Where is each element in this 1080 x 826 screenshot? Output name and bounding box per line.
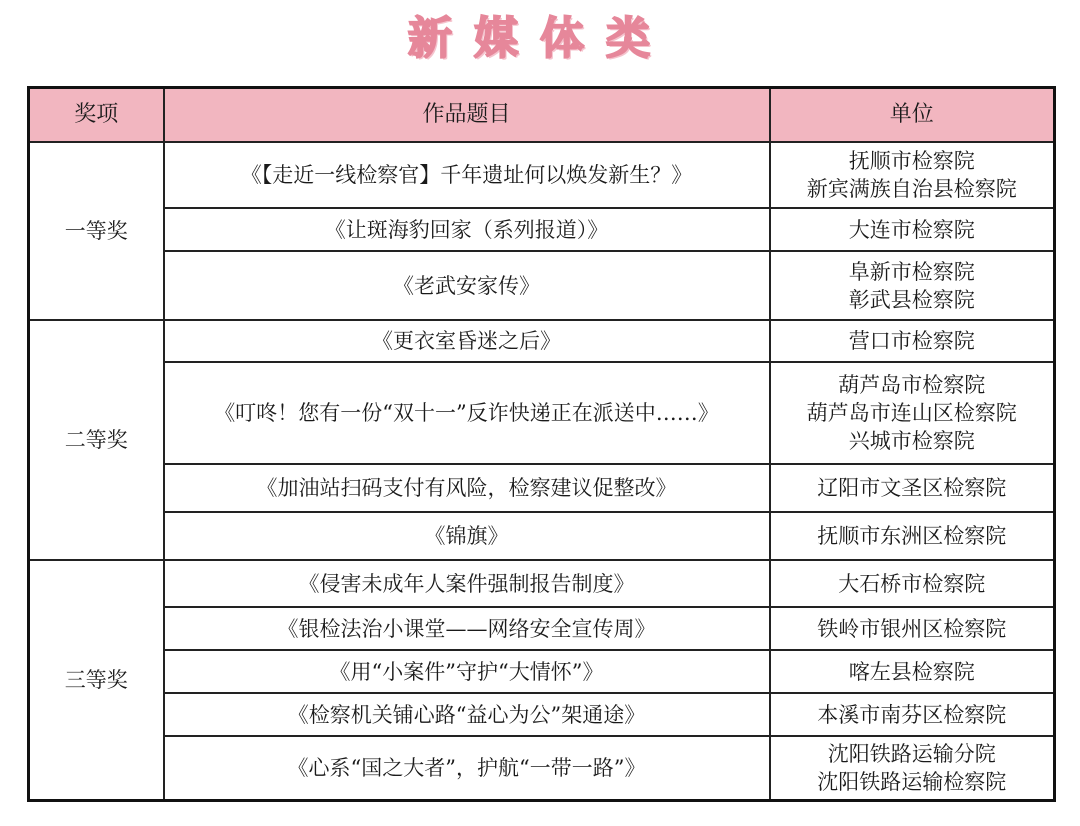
table-row: [29, 362, 1055, 464]
unit-name: 大连市检察院: [848, 217, 975, 242]
table-row: [29, 560, 1055, 607]
header-work: 作品题目: [164, 88, 770, 143]
work-title-cell: 《老武安家传》: [164, 251, 770, 320]
table-row: [29, 251, 1055, 320]
table-row: [29, 142, 1055, 208]
unit-name: 兴城市检察院: [848, 429, 975, 453]
work-title-cell: 《更衣室昏迷之后》: [164, 320, 770, 362]
unit-cell: [770, 251, 1055, 320]
unit-cell: [770, 736, 1055, 800]
table-row: [29, 693, 1055, 736]
work-title-cell: 《心系“国之大者”，护航“一带一路”》: [164, 736, 770, 800]
award-level-cell: 一等奖: [29, 142, 164, 320]
unit-name: 大石桥市检察院: [838, 571, 986, 596]
table-row: [29, 650, 1055, 693]
unit-cell: [770, 607, 1055, 650]
work-title-cell: 《银检法治小课堂——网络安全宣传周》: [164, 607, 770, 650]
unit-name: 喀左县检察院: [848, 659, 975, 684]
work-title-cell: 《让斑海豹回家（系列报道）》: [164, 208, 770, 251]
work-title-cell: 《锦旗》: [164, 512, 770, 560]
unit-name: 本溪市南芬区检察院: [817, 702, 1007, 727]
unit-name: 新宾满族自治县检察院: [806, 177, 1017, 201]
work-title-cell: 《加油站扫码支付有风险，检察建议促整改》: [164, 464, 770, 512]
award-level-cell: 二等奖: [29, 320, 164, 560]
unit-name: 沈阳铁路运输检察院: [817, 769, 1007, 794]
unit-cell: [770, 512, 1055, 560]
unit-cell: [770, 693, 1055, 736]
unit-cell: [770, 464, 1055, 512]
unit-cell: [770, 650, 1055, 693]
work-title-cell: 《侵害未成年人案件强制报告制度》: [164, 560, 770, 607]
table-row: [29, 512, 1055, 560]
table-row: [29, 607, 1055, 650]
unit-cell: [770, 560, 1055, 607]
header-unit: 单位: [770, 88, 1055, 143]
table-row: [29, 736, 1055, 800]
page-title: 新媒体类: [408, 13, 672, 64]
unit-cell: [770, 142, 1055, 208]
unit-name: 阜新市检察院: [848, 259, 975, 284]
unit-name: 营口市检察院: [848, 329, 975, 353]
work-title-cell: 《用“小案件”守护“大情怀”》: [164, 650, 770, 693]
table-row: [29, 464, 1055, 512]
header-row: [29, 88, 1055, 143]
unit-name: 葫芦岛市检察院: [838, 373, 986, 397]
unit-name: 葫芦岛市连山区检察院: [806, 401, 1017, 425]
awards-table: [27, 86, 1056, 802]
header-award: 奖项: [29, 88, 164, 143]
table-row: [29, 320, 1055, 362]
unit-name: 抚顺市东洲区检察院: [817, 524, 1007, 548]
unit-name: 沈阳铁路运输分院: [827, 741, 996, 766]
unit-cell: [770, 320, 1055, 362]
table-row: [29, 208, 1055, 251]
unit-name: 抚顺市检察院: [848, 149, 975, 173]
work-title-cell: 《叮咚！您有一份“双十一”反诈快递正在派送中……》: [164, 362, 770, 464]
unit-cell: [770, 362, 1055, 464]
unit-name: 彰武县检察院: [848, 287, 975, 312]
award-level-cell: 三等奖: [29, 560, 164, 800]
work-title-cell: 《检察机关铺心路“益心为公”架通途》: [164, 693, 770, 736]
unit-cell: [770, 208, 1055, 251]
unit-name: 辽阳市文圣区检察院: [817, 476, 1007, 500]
work-title-cell: 《【走近一线检察官】千年遗址何以焕发新生？》: [164, 142, 770, 208]
unit-name: 铁岭市银州区检察院: [817, 616, 1007, 641]
